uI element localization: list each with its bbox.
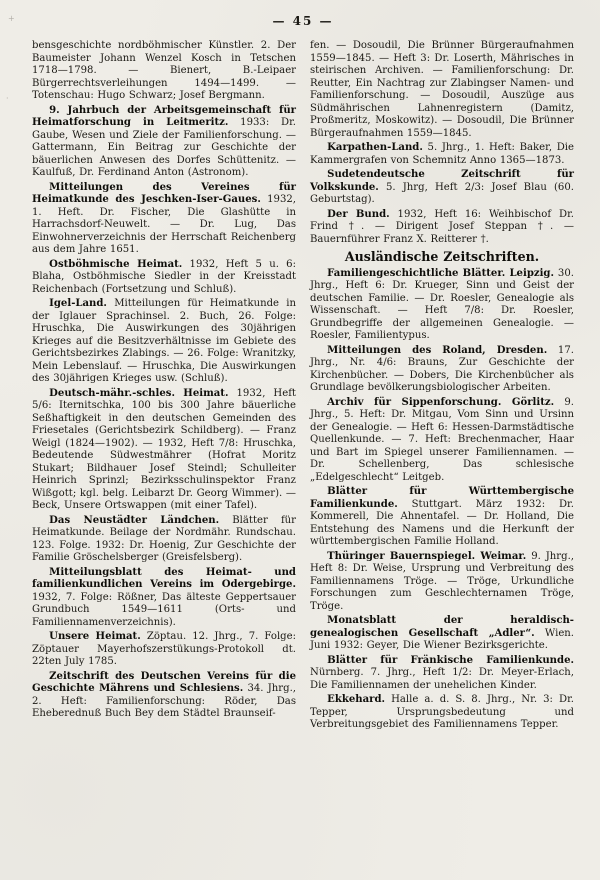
- entry-paragraph: Familiengeschichtliche Blätter. Leipzig. 30. Jhrg., Heft 6: Dr. Krueger, Sinn und Geist der deutschen Familie. — Dr. Roesler, Genealogie als Wissenschaft. — Heft 7/8: Dr. Roesler, Grundbegriffe der allgemeinen Genealogie. — Roesler, Familientypus.: [310, 267, 574, 341]
- scan-artifact: ·: [6, 94, 9, 103]
- entry-paragraph: Unsere Heimat. Zöptau. 12. Jhrg., 7. Folge: Zöptauer Mayerhofszerstükungs-Protokoll dt. 22ten July 1785.: [32, 631, 297, 667]
- journal-title: Mitteilungen des Roland, Dresden.: [327, 344, 548, 356]
- entry-paragraph: Archiv für Sippenforschung. Görlitz. 9. Jhrg., 5. Heft: Dr. Mitgau, Vom Sinn und Ursinn der Genealogie. — Heft 6: Hessen-Darmstädtische Quellenkunde. — 7. Heft: Brechenmacher, Haar und Bart im Spiegel unserer Familiennamen. — Dr. Schellenberg, Das schlesische „Edelgeschlecht“ Leitgeb.: [310, 396, 574, 483]
- journal-title: Zeitschrift des Deutschen Vereins für die Geschichte Mährens und Schlesiens.: [32, 670, 296, 694]
- journal-title: Familiengeschichtliche Blätter. Leipzig.: [327, 267, 555, 279]
- journal-title: Sudetendeutsche Zeitschrift für Volkskunde.: [310, 169, 574, 193]
- section-heading: Ausländische Zeitschriften.: [344, 249, 540, 264]
- entry-paragraph: Das Neustädter Ländchen. Blätter für Heimatkunde. Beilage der Nordmähr. Rundschau. 123. Folge. 1932: Dr. Hoenig, Zur Geschichte der Familie Gröschelsberger (Greisfelsberg).: [32, 514, 297, 563]
- entry-paragraph: Igel-Land. Mitteilungen für Heimatkunde in der Iglauer Sprachinsel. 2. Buch, 26. Folge: Hruschka, Die Auswirkungen des 30jährigen Krieges auf die Besitzverhältnisse im Gebiete des Gerichtsbezirkes Zlabings. — 26. Folge: Wranitzky, Mein Lebenslauf. — Hruschka, Die Auswirkungen des 30jährigen Krieges usw. (Schluß).: [32, 298, 296, 384]
- journal-title: Karpathen-Land.: [327, 142, 423, 153]
- entry-paragraph: Zeitschrift des Deutschen Vereins für die Geschichte Mährens und Schlesiens. 34. Jhrg., 2. Heft: Familienforschung: Röder, Das Eheberednuß Buch Bey dem Städtel Braunseif-: [32, 670, 296, 719]
- left-column: [32, 40, 296, 734]
- page-number: — 45 —: [272, 14, 334, 28]
- entry-paragraph: Monatsblatt der heraldisch-genealogischen Gesellschaft „Adler“. Wien. Juni 1932: Geyer, Die Wiener Bezirksgerichte.: [310, 615, 575, 651]
- continuation-paragraph: bensgeschichte nordböhmischer Künstler. 2. Der Baumeister Johann Wenzel Kosch in Tetschen 1718—1798. — Bienert, B.-Leipaer Bürgerrechtsverleihungen 1494—1499. — Totenschau: Hugo Schwarz; Josef Bergmann.: [32, 40, 296, 101]
- journal-title: Archiv für Sippenforschung. Görlitz.: [327, 396, 555, 408]
- journal-title: Das Neustädter Ländchen.: [49, 514, 220, 526]
- journal-title: Ekkehard.: [327, 694, 386, 705]
- journal-title: Mitteilungen des Vereines für Heimatkunde des Jeschken-Iser-Gaues.: [32, 181, 296, 205]
- journal-title: Unsere Heimat.: [49, 631, 141, 642]
- two-column-text-block: [32, 40, 574, 734]
- right-column: [310, 40, 574, 734]
- entry-paragraph: Mitteilungen des Roland, Dresden. 17. Jhrg., Nr. 4/6: Brauns, Zur Geschichte der Kirchenbücher. — Dobers, Die Kirchenbücher als Grundlage bevölkerungsbiologischer Arbeiten.: [310, 344, 574, 393]
- entry-paragraph: Thüringer Bauernspiegel. Weimar. 9. Jhrg., Heft 8: Dr. Weise, Ursprung und Verbreitung des Familiennamens Tröge. — Tröge, Urkundliche Forschungen zum Geschlechternamen Tröge, Tröge.: [310, 550, 574, 612]
- continuation-paragraph: fen. — Dosoudil, Die Brünner Bürgeraufnahmen 1559—1845. — Heft 3: Dr. Loserth, Mährisches in steirischen Archiven. — Familienforschung: Dr. Reutter, Ein Nachtrag zur Zlabingser Namen- und Familienforschung. — Dosoudil, Auszüge aus Südmährischen Lahnenregistern (Damitz, Proßmeritz, Moskowitz). — Dosoudil, Die Brünner Bürgeraufnahmen 1559—1845.: [310, 40, 574, 139]
- journal-title: 9. Jahrbuch der Arbeitsgemeinschaft für Heimatforschung in Leitmeritz.: [32, 104, 296, 128]
- journal-title: Ostböhmische Heimat.: [49, 258, 183, 270]
- entry-paragraph: Der Bund. 1932, Heft 16: Weihbischof Dr. Frind †. — Dirigent Josef Steppan †. — Bauernführer Franz X. Reitterer †.: [310, 208, 574, 245]
- entry-paragraph: Blätter für Württembergische Familienkunde. Stuttgart. März 1932: Dr. Kommerell, Die Ahnentafel. — Dr. Holland, Die Entstehung des Namens und die Herkunft der württembergischen Familie Holland.: [310, 486, 574, 547]
- journal-title: Der Bund.: [327, 208, 390, 220]
- journal-title: Blätter für Württembergische Familienkunde.: [310, 486, 574, 510]
- entry-paragraph: Blätter für Fränkische Familienkunde. Nürnberg. 7. Jhrg., Heft 1/2: Dr. Meyer-Erlach, Die Familiennamen der unehelichen Kinder.: [310, 654, 574, 691]
- journal-title: Monatsblatt der heraldisch-genealogischen Gesellschaft „Adler“.: [310, 615, 574, 639]
- journal-title: Deutsch-mähr.-schles. Heimat.: [49, 387, 229, 399]
- scan-artifact: +: [8, 14, 15, 23]
- journal-title: Mitteilungsblatt des Heimat- und familienkundlichen Vereins im Odergebirge.: [32, 566, 296, 590]
- entry-paragraph: Ekkehard. Halle a. d. S. 8. Jhrg., Nr. 3: Dr. Tepper, Ursprungsbedeutung und Verbreitungsgebiet des Familiennamens Tepper.: [310, 694, 574, 730]
- entry-paragraph: Ostböhmische Heimat. 1932, Heft 5 u. 6: Blaha, Ostböhmische Siedler in der Kreisstadt Reichenbach (Fortsetzung und Schluß).: [32, 258, 296, 295]
- journal-title: Blätter für Fränkische Familienkunde.: [327, 654, 574, 666]
- entry-paragraph: Deutsch-mähr.-schles. Heimat. 1932, Heft 5/6: Iternitschka, 100 bis 300 Jahre bäuerliche Seßhaftigkeit in den deutschen Gemeinden des Friesetales (Gerichtsbezirk Schildberg). — Franz Weigl (1824—1902). — 1932, Heft 7/8: Hruschka, Bedeutende Südwestmährer (Hofrat Moritz Stukart; Bildhauer Josef Steindl; Schulleiter Heinrich Sprinzl; Bezirksschulinspektor Franz Wißgott; kgl. belg. Leibarzt Dr. Georg Wimmer). — Beck, Unsere Ortswappen (mit einer Tafel).: [32, 387, 296, 511]
- entry-paragraph: Mitteilungen des Vereines für Heimatkunde des Jeschken-Iser-Gaues. 1932, 1. Heft. Dr. Fischer, Die Glashütte in Harrachsdorf-Neuwelt. — Dr. Lug, Das Einwohnerverzeichnis der Herrschaft Reichenberg aus dem Jahre 1651.: [32, 181, 296, 255]
- entry-paragraph: Karpathen-Land. 5. Jhrg., 1. Heft: Baker, Die Kammergrafen von Schemnitz Anno 1365—1873.: [310, 142, 574, 166]
- entry-paragraph: Mitteilungsblatt des Heimat- und familienkundlichen Vereins im Odergebirge. 1932, 7. Folge: Rößner, Das älteste Geppertsauer Grundbuch 1549—1611 (Orts- und Familiennamenverzeichnis).: [32, 566, 296, 628]
- entry-paragraph: 9. Jahrbuch der Arbeitsgemeinschaft für Heimatforschung in Leitmeritz. 1933: Dr. Gaube, Wesen und Ziele der Familienforschung. — Gattermann, Ein Beitrag zur Geschichte der bäuerlichen Anwesen des Dorfes Schüttenitz. — Kaulfuß, Dr. Ferdinand Anton (Astronom).: [32, 104, 297, 178]
- journal-title: Igel-Land.: [49, 298, 107, 309]
- entry-paragraph: Sudetendeutsche Zeitschrift für Volkskunde. 5. Jhrg, Heft 2/3: Josef Blau (60. Geburtstag).: [310, 169, 574, 205]
- journal-title: Thüringer Bauernspiegel. Weimar.: [327, 550, 527, 562]
